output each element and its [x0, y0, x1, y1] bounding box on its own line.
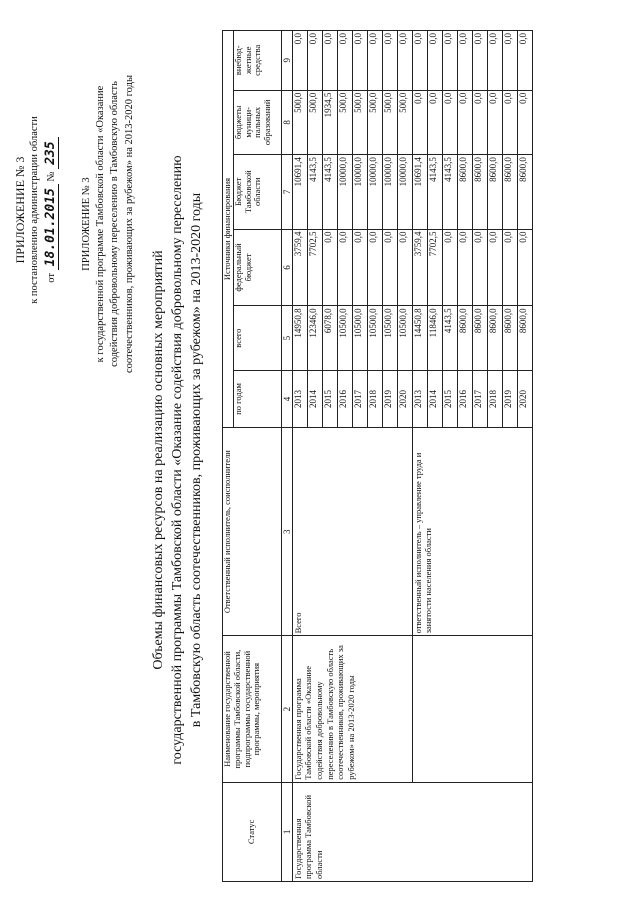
amount-cell: 14450,8 — [412, 306, 427, 371]
table-body — [292, 31, 532, 882]
appendix2-line1: к государственной программе Тамбовской области «Оказание — [95, 85, 107, 363]
amount-cell: 10500,0 — [397, 306, 412, 371]
amount-cell: 4143,5 — [442, 306, 457, 371]
year-cell: 2013 — [292, 370, 307, 427]
year-cell: 2013 — [412, 370, 427, 427]
amount-cell: 0,0 — [487, 31, 502, 91]
amount-cell: 0,0 — [502, 229, 517, 306]
handwritten-date: 18.01.2015 — [43, 184, 59, 270]
header-executor: Ответственный исполнитель, соисполнители — [223, 427, 282, 635]
appendix-program — [80, 14, 137, 434]
appendix-decree — [12, 30, 60, 390]
table-row — [292, 31, 307, 882]
appendix-title: ПРИЛОЖЕНИЕ № 3 — [13, 156, 27, 264]
amount-cell: 0,0 — [367, 229, 382, 306]
amount-cell: 0,0 — [472, 90, 487, 155]
amount-cell: 0,0 — [427, 90, 442, 155]
year-cell: 2015 — [322, 370, 337, 427]
amount-cell: 0,0 — [292, 31, 307, 91]
executor-cell: ответственный исполнитель – управление труда и занятости населения области — [412, 427, 532, 635]
amount-cell: 0,0 — [502, 90, 517, 155]
amount-cell: 8600,0 — [472, 155, 487, 229]
amount-cell: 10500,0 — [337, 306, 352, 371]
amount-cell: 8600,0 — [472, 306, 487, 371]
amount-cell: 7702,5 — [307, 229, 322, 306]
year-cell: 2014 — [307, 370, 322, 427]
amount-cell: 0,0 — [382, 31, 397, 91]
header-extrabudget: внебюд-жетные средства — [233, 31, 281, 91]
status-cell: Государственная программа Тамбовской области — [292, 782, 532, 881]
amount-cell: 10000,0 — [352, 155, 367, 229]
handwritten-number: 235 — [43, 137, 59, 168]
program-name-cell-empty — [412, 636, 532, 782]
executor-cell: Всего — [292, 427, 412, 635]
amount-cell: 8600,0 — [517, 306, 532, 371]
year-cell: 2016 — [457, 370, 472, 427]
amount-cell: 4143,5 — [307, 155, 322, 229]
program-name-cell: Государственная программа Тамбовской области «Оказание содействия добровольному переселению в Тамбовскую область соотечественников, проживающих за рубежом» на 2013-2020 годы — [292, 636, 412, 782]
amount-cell: 8600,0 — [487, 306, 502, 371]
amount-cell: 1934,5 — [322, 90, 337, 155]
year-cell: 2018 — [487, 370, 502, 427]
amount-cell: 500,0 — [292, 90, 307, 155]
heading-line3: в Тамбовскую область соотечественников, проживающих за рубежом» на 2013-2020 годы — [188, 192, 204, 728]
amount-cell: 500,0 — [337, 90, 352, 155]
amount-cell: 500,0 — [397, 90, 412, 155]
amount-cell: 0,0 — [487, 90, 502, 155]
amount-cell: 6078,0 — [322, 306, 337, 371]
date-prefix: от — [46, 272, 58, 283]
heading-line2: государственной программы Тамбовской области «Оказание содействия добровольному переселению — [169, 155, 185, 765]
amount-cell: 0,0 — [397, 229, 412, 306]
column-number: 4 — [281, 370, 292, 427]
amount-cell: 500,0 — [352, 90, 367, 155]
header-sources: Источники финансирования — [223, 31, 234, 428]
appendix-date-line — [42, 30, 60, 390]
year-cell: 2014 — [427, 370, 442, 427]
amount-cell: 0,0 — [322, 229, 337, 306]
amount-cell: 0,0 — [352, 229, 367, 306]
amount-cell: 0,0 — [427, 31, 442, 91]
amount-cell: 10500,0 — [352, 306, 367, 371]
year-cell: 2020 — [517, 370, 532, 427]
number-prefix: № — [46, 171, 58, 182]
amount-cell: 0,0 — [337, 229, 352, 306]
financing-table — [222, 30, 533, 882]
column-number: 7 — [281, 155, 292, 229]
amount-cell: 8600,0 — [487, 155, 502, 229]
column-number: 2 — [281, 636, 292, 782]
amount-cell: 10000,0 — [382, 155, 397, 229]
amount-cell: 8600,0 — [502, 155, 517, 229]
amount-cell: 12346,0 — [307, 306, 322, 371]
amount-cell: 0,0 — [517, 31, 532, 91]
column-number: 3 — [281, 427, 292, 635]
table-row — [412, 31, 427, 882]
year-cell: 2017 — [352, 370, 367, 427]
amount-cell: 500,0 — [367, 90, 382, 155]
amount-cell: 0,0 — [457, 90, 472, 155]
amount-cell: 0,0 — [322, 31, 337, 91]
amount-cell: 8600,0 — [502, 306, 517, 371]
amount-cell: 10500,0 — [367, 306, 382, 371]
amount-cell: 8600,0 — [457, 155, 472, 229]
amount-cell: 4143,5 — [427, 155, 442, 229]
amount-cell: 0,0 — [487, 229, 502, 306]
year-cell: 2018 — [367, 370, 382, 427]
amount-cell: 500,0 — [382, 90, 397, 155]
column-number: 6 — [281, 229, 292, 306]
year-cell: 2019 — [382, 370, 397, 427]
year-cell: 2020 — [397, 370, 412, 427]
header-name: Наименование государственной программы Тамбовской области, подпрограммы государственной программы, мероприятия — [223, 636, 282, 782]
year-cell: 2015 — [442, 370, 457, 427]
year-cell: 2017 — [472, 370, 487, 427]
amount-cell: 14950,8 — [292, 306, 307, 371]
amount-cell: 0,0 — [517, 90, 532, 155]
amount-cell: 8600,0 — [517, 155, 532, 229]
amount-cell: 0,0 — [412, 31, 427, 91]
amount-cell: 0,0 — [382, 229, 397, 306]
amount-cell: 0,0 — [442, 229, 457, 306]
amount-cell: 0,0 — [367, 31, 382, 91]
appendix-line: к постановлению администрации области — [29, 116, 41, 304]
amount-cell: 10000,0 — [337, 155, 352, 229]
column-number: 9 — [281, 31, 292, 91]
amount-cell: 0,0 — [352, 31, 367, 91]
header-regional: Бюджет Тамбовской области — [233, 155, 281, 229]
amount-cell: 0,0 — [442, 90, 457, 155]
amount-cell: 0,0 — [457, 31, 472, 91]
amount-cell: 0,0 — [412, 90, 427, 155]
amount-cell: 11846,0 — [427, 306, 442, 371]
amount-cell: 4143,5 — [442, 155, 457, 229]
column-number-row — [281, 31, 292, 882]
amount-cell: 10691,4 — [412, 155, 427, 229]
header-status: Статус — [223, 782, 282, 881]
year-cell: 2016 — [337, 370, 352, 427]
document-heading — [150, 140, 207, 780]
heading-line1: Объемы финансовых ресурсов на реализацию основных мероприятий — [151, 250, 166, 670]
amount-cell: 0,0 — [517, 229, 532, 306]
appendix2-line2: содействия добровольному переселению в Тамбовскую область — [109, 81, 121, 367]
amount-cell: 0,0 — [442, 31, 457, 91]
amount-cell: 0,0 — [337, 31, 352, 91]
column-number: 8 — [281, 90, 292, 155]
amount-cell: 10500,0 — [382, 306, 397, 371]
appendix2-title: ПРИЛОЖЕНИЕ № 3 — [81, 177, 92, 271]
appendix2-line3: соотечественников, проживающих за рубежом» на 2013-2020 годы — [123, 74, 135, 374]
column-number: 1 — [281, 782, 292, 881]
header-by-years: по годам — [233, 370, 281, 427]
amount-cell: 7702,5 — [427, 229, 442, 306]
amount-cell: 10000,0 — [397, 155, 412, 229]
header-total: всего — [233, 306, 281, 371]
amount-cell: 0,0 — [472, 31, 487, 91]
amount-cell: 3759,4 — [412, 229, 427, 306]
column-number: 5 — [281, 306, 292, 371]
amount-cell: 0,0 — [457, 229, 472, 306]
amount-cell: 500,0 — [307, 90, 322, 155]
amount-cell: 10000,0 — [367, 155, 382, 229]
amount-cell: 8600,0 — [457, 306, 472, 371]
amount-cell: 10691,4 — [292, 155, 307, 229]
header-federal: федеральный бюджет — [233, 229, 281, 306]
amount-cell: 4143,5 — [322, 155, 337, 229]
amount-cell: 0,0 — [397, 31, 412, 91]
amount-cell: 0,0 — [472, 229, 487, 306]
amount-cell: 3759,4 — [292, 229, 307, 306]
header-municipal: бюджеты муници-пальных образований — [233, 90, 281, 155]
year-cell: 2019 — [502, 370, 517, 427]
amount-cell: 0,0 — [502, 31, 517, 91]
amount-cell: 0,0 — [307, 31, 322, 91]
